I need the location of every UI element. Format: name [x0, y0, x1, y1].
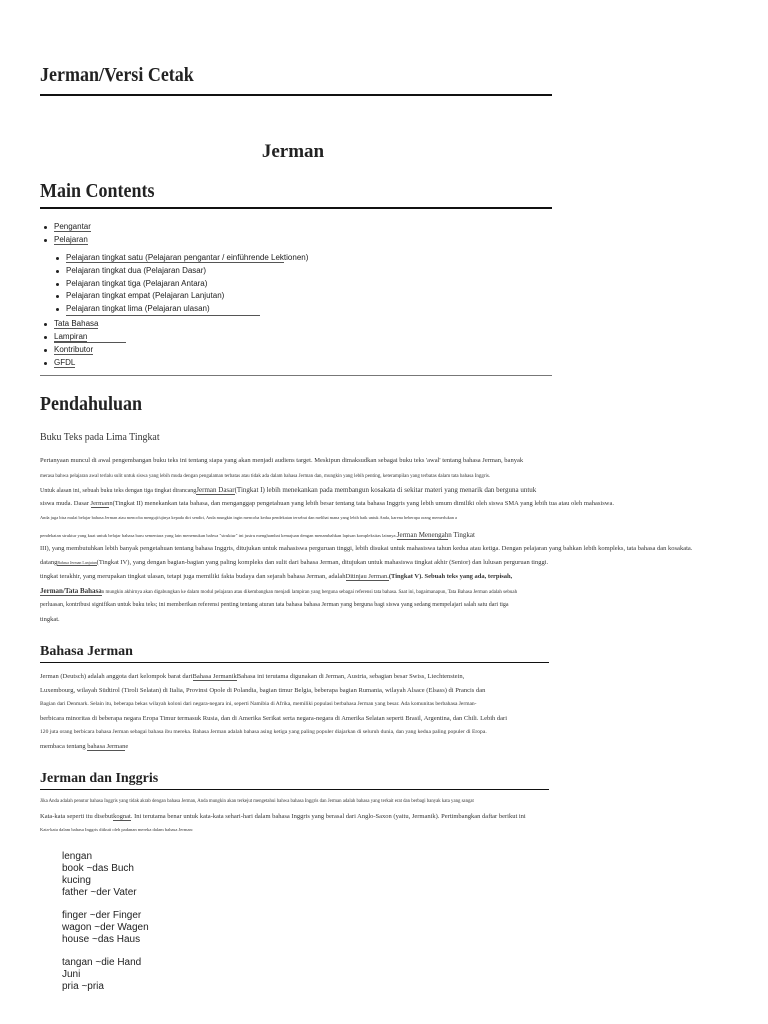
paragraph-line: Bagian dari Denmark. Selain itu, beberapa bekas wilayah koloni dari negara-negara ini, seperti Namibia di Afrika, memiliki populasi berbahasa Jerman yang besar. Ada komunitas berbahasa Jerman- — [40, 701, 477, 707]
toc-bottom-rule — [40, 375, 552, 376]
vocab-item: house ~das Haus — [62, 934, 141, 945]
link-jerman-dasar[interactable]: Jerman Dasar — [196, 486, 235, 494]
paragraph-line: Luxembourg, wilayah Südtirol (Tiroli Selatan) di Italia, Provinsi Opole di Polandia, bagian timur Belgia, beberapa bagian Rumania, wilayah Alsace (Elsass) di Prancis dan — [40, 687, 486, 694]
toc-item[interactable] — [44, 318, 308, 331]
vocab-item: kucing — [62, 875, 91, 886]
toc-sub-rule — [54, 342, 126, 343]
toc-link-pengantar[interactable]: Pengantar — [54, 222, 91, 231]
vocab-item: finger ~der Finger — [62, 910, 142, 921]
link-jerman-menengah[interactable]: Jerman Menengah — [396, 531, 449, 539]
vocab-item: father ~der Vater — [62, 887, 137, 898]
paragraph-line: Anda juga bisa mulai belajar bahasa Jerman atau mencoba menguji/ujinya kepada diri sendiri, Anda mungkin ingin mencoba kedua pendekatan tersebut dan melihat mana yang lebih baik untuk Anda, karena beberapa orang memerlukan a — [40, 515, 457, 520]
paragraph-line: Kata-kata dalam bahasa Inggris diikuti oleh padanan mereka dalam bahasa Jerman: — [40, 827, 194, 832]
paragraph-line: tingkat. — [40, 616, 60, 623]
paragraph-line: Jerman/Tata Bahasan mungkin akhirnya akan digabungkan ke dalam modul pelajaran atau dikembangkan menjadi lampiran yang berguna sebagai referensi tata bahasa. Saat ini, bagaimanapun, Tata Bahasa Jerman adalah sebuah — [40, 587, 518, 595]
vocab-item: tangan ~die Hand — [62, 957, 142, 968]
section-heading-jerman-inggris: Jerman dan Inggris — [40, 771, 159, 786]
toc-link-kontributor[interactable]: Kontributor — [54, 345, 94, 355]
vocab-item: book ~das Buch — [62, 863, 134, 874]
link-bahasa-jermanik[interactable]: Bahasa Jermanik — [192, 673, 237, 680]
link-bahasa-jerman[interactable]: bahasa Jerman — [87, 743, 126, 750]
paragraph-line: Untuk alasan ini, sebuah buku teks dengan tiga tingkat dirancangJerman Dasar(Tingkat I) lebih menekankan pada membangun kosakata di sekitar materi yang menarik dan berguna untuk — [40, 486, 537, 494]
paragraph-line: Kata-kata seperti itu disebutkognat. Ini terutama benar untuk kata-kata sehari-hari dalam bahasa Inggris yang berasal dari Anglo-Saxon (yaitu, Jermanik). Pertimbangkan daftar berikut ini — [40, 813, 526, 820]
toc-link-lampiran[interactable]: Lampiran — [54, 332, 88, 342]
paragraph-line: pendekatan struktur yang kuat untuk belajar bahasa baru sementara yang lain menemukan bahwa "struktur" ini justru menghambat kemajuan dengan menambahkan lapisan kompleksitas lainnya.Jerman Menengahn Tingkat — [40, 531, 475, 539]
link-ditinjau-jerman[interactable]: Ditinjau Jerman. — [345, 573, 389, 580]
toc-item[interactable] — [44, 357, 308, 370]
vocabulary-list — [62, 851, 149, 993]
title-rule — [40, 94, 552, 96]
toc-item[interactable] — [44, 221, 308, 234]
toc-link-level-2[interactable]: Pelajaran tingkat dua (Pelajaran Dasar) — [66, 265, 207, 275]
subheading-buku-teks: Buku Teks pada Lima Tingkat — [40, 431, 160, 443]
paragraph-line: merasa bahwa pelajaran awal terlalu sulit untuk siswa yang lebih muda dengan pengalaman terbatas atau tidak ada dalam bahasa Jerman dan, mungkin yang lebih penting, keterampilan yang terbatas dalam tata bahasa Inggris. — [40, 474, 491, 479]
paragraph-line: III), yang membutuhkan lebih banyak pengetahuan tentang bahasa Inggris, ditujukan untuk mahasiswa perguruan tinggi, lebih disukai untuk mahasiswa tahun kedua atau ketiga. Dengan pelajaran yang bahkan lebih kompleks, tata bahasa dan kosakata. — [40, 545, 693, 552]
vocab-item: pria ~pria — [62, 981, 104, 992]
paragraph-line: datangBahasa Jerman Lanjutan(Tingkat IV), yang dengan bagian-bagian yang paling kompleks dan sulit dari bahasa Jerman, ditujukan untuk mahasiswa tingkat akhir (Senior) dan lulusan perguruan tinggi. — [40, 559, 549, 566]
toc-sub-rule — [66, 262, 284, 263]
toc-link-level-3[interactable]: Pelajaran tingkat tiga (Pelajaran Antara) — [66, 278, 208, 288]
toc-link-gfdl[interactable]: GFDL — [54, 357, 76, 367]
paragraph-line: membaca tentang bahasa Jermane — [40, 743, 129, 750]
toc-link-pelajaran[interactable]: Pelajaran — [54, 234, 88, 244]
link-tata-bahasa[interactable]: Jerman/Tata Bahasa — [40, 587, 102, 595]
paragraph-line: berbicara minoritas di beberapa negara Eropa Timur termasuk Rusia, dan di Amerika Serikat serta negara-negara di Amerika Selatan seperti Brasil, Argentina, dan Chili. Lebih dari — [40, 715, 508, 722]
toc-item[interactable] — [44, 234, 308, 247]
main-contents-heading: Main Contents — [40, 180, 155, 202]
document-title: Jerman/Versi Cetak — [40, 64, 194, 86]
toc-subitem[interactable] — [56, 278, 308, 291]
section-heading-bahasa-jerman: Bahasa Jerman — [40, 644, 133, 659]
link-kognat[interactable]: kognat — [113, 813, 131, 820]
section-rule — [40, 789, 549, 790]
paragraph-line: Jerman (Deutsch) adalah anggota dari kelompok barat dariBahasa JermanikBahasa ini terutama digunakan di Jerman, Austria, sebagian besar Swiss, Liechtenstein, — [40, 673, 465, 680]
toc-link-level-5[interactable]: Pelajaran tingkat lima (Pelajaran ulasan) — [66, 304, 210, 314]
section-rule — [40, 662, 549, 663]
toc-link-level-1[interactable]: Pelajaran tingkat satu (Pelajaran pengantar / einführende Lektionen) — [66, 252, 309, 262]
paragraph-line: siswa muda. Dasar Jermann(Tingkat II) menekankan tata bahasa, dan menganggap pengetahuan yang lebih besar tentang tata bahasa Inggris yang lebih umum dimiliki oleh siswa SMA yang lebih tua atau oleh mahasiswa. — [40, 500, 614, 507]
toc-link-level-4[interactable]: Pelajaran tingkat empat (Pelajaran Lanjutan) — [66, 291, 225, 301]
paragraph-line: perluasan, kontribusi signifikan untuk buku teks; ini memberikan referensi penting tentang aturan tata bahasa bahasa Jerman yang berguna bagi siswa yang sedang mempelajari salah satu dari tiga — [40, 602, 509, 608]
toc-sub-rule — [66, 315, 260, 316]
vocab-item: wagon ~der Wagen — [62, 922, 149, 933]
link-jerman[interactable]: Jerman — [90, 500, 110, 507]
vocab-item: lengan — [62, 851, 93, 862]
paragraph-line: tingkat terakhir, yang merupakan tingkat ulasan, tetapi juga memiliki fakta budaya dan sejarah bahasa Jerman, adalahDitinjau Jerman.(Tingkat V). Sebuah teks yang ada, terpisah, — [40, 573, 513, 580]
paragraph-line: Jika Anda adalah penutur bahasa Inggris yang tidak akrab dengan bahasa Jerman, Anda mungkin akan terkejut mengetahui bahwa bahasa Inggris dan Jerman adalah bahasa yang terkait erat dan berbagi banyak kata yang sangat — [40, 799, 474, 804]
toc-link-tata-bahasa[interactable]: Tata Bahasa — [54, 319, 99, 329]
paragraph-line: 120 juta orang berbicara bahasa Jerman sebagai bahasa ibu mereka. Bahasa Jerman adalah bahasa asing ketiga yang paling populer diajarkan di seluruh dunia, dan yang kedua paling populer di Eropa. — [40, 729, 487, 735]
toc-subitem[interactable] — [56, 265, 308, 278]
section-heading-pendahuluan: Pendahuluan — [40, 393, 143, 415]
link-jerman-lanjutan[interactable]: Bahasa Jerman Lanjutan — [57, 560, 97, 565]
toc-item[interactable] — [44, 344, 308, 357]
main-contents-rule — [40, 207, 552, 209]
book-title: Jerman — [261, 141, 325, 162]
vocab-item: Juni — [62, 969, 81, 980]
table-of-contents — [44, 221, 308, 370]
paragraph-line: Pertanyaan muncul di awal pengembangan buku teks ini tentang siapa yang akan menjadi audiens target. Meskipun dimaksudkan sebagai buku teks 'awal' tentang bahasa Jerman, banyak — [40, 457, 524, 464]
toc-subitem[interactable] — [56, 290, 308, 303]
